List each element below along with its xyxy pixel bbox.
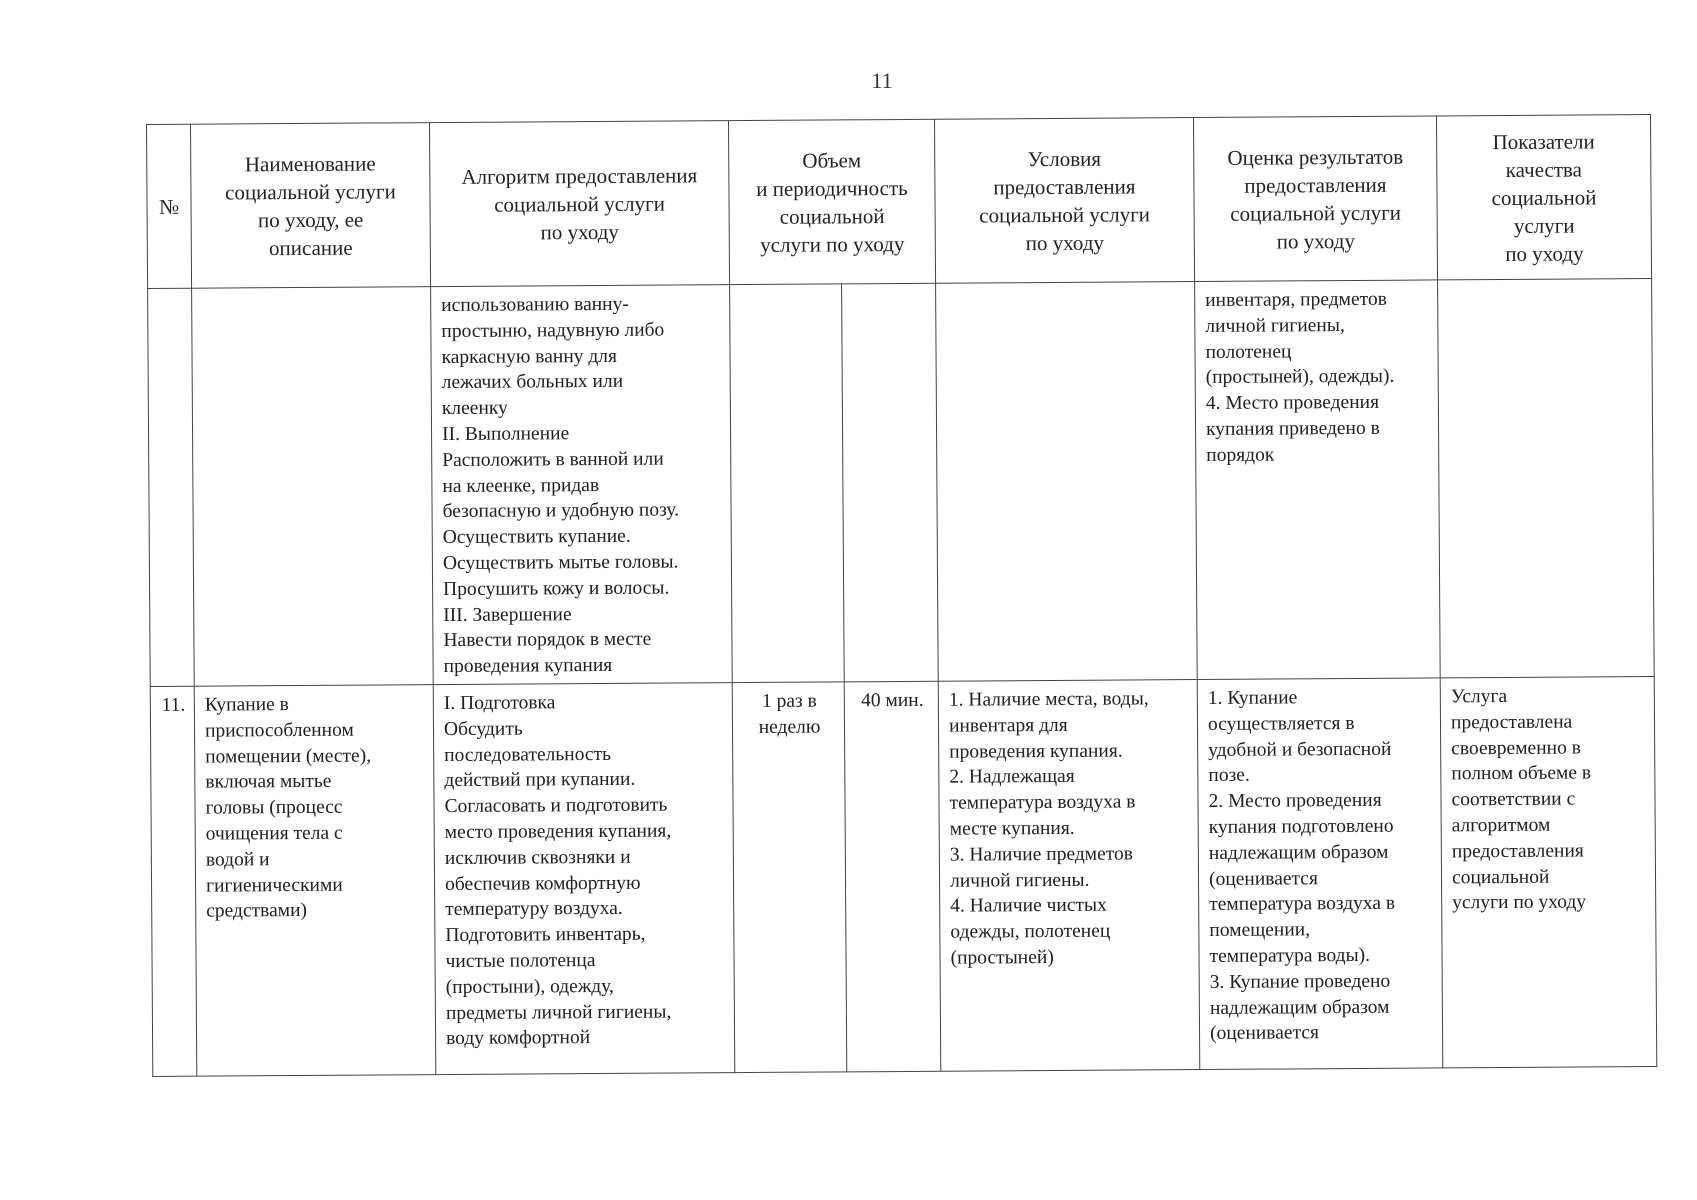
cell-frequency: 1 раз в неделю xyxy=(732,682,847,1073)
header-conditions: Условия предоставления социальной услуги по уходу xyxy=(935,118,1195,284)
header-service-name: Наименование социальной услуги по уходу, ее описание xyxy=(191,123,431,289)
cell-duration: 40 мин. xyxy=(844,681,941,1072)
cell-service-name: Купание в приспособленном помещении (месте), включая мытье головы (процесс очищения тела с водой и гигиеническими средствами) xyxy=(194,685,436,1077)
table-row-continued xyxy=(148,279,1655,687)
social-care-services-table xyxy=(146,114,1657,1077)
header-volume-frequency: Объем и периодичность социальной услуги по уходу xyxy=(728,119,935,284)
header-evaluation: Оценка результатов предоставления социальной услуги по уходу xyxy=(1193,116,1437,282)
header-quality: Показатели качества социальной услуги по уходу xyxy=(1436,115,1651,280)
cell-evaluation: 1. Купание осуществляется в удобной и безопасной позе. 2. Место проведения купания подготовлено надлежащим образом (оценивается температура воздуха в помещении, температура воды). 3. Купание проведено надлежащим образом (оценивается xyxy=(1197,678,1443,1070)
cell-quality: Услуга предоставлена своевременно в полном объеме в соответствии с алгоритмом предоставления социальной услуги по уходу xyxy=(1440,676,1657,1067)
cell-algorithm-continued: использованию ванну- простыню, надувную либо каркасную ванну для лежачих больных или клеенку II. Выполнение Расположить в ванной или на клеенке, придав безопасную и удобную позу. Осуществить купание. Осуществить мытье головы. Просушить кожу и волосы. III. Завершение Навести порядок в месте проведения купания xyxy=(431,285,733,685)
table-header-row xyxy=(147,115,1652,289)
cell-quality-empty xyxy=(1438,279,1655,678)
cell-evaluation-continued: инвентаря, предметов личной гигиены, полотенец (простыней), одежды). 4. Место проведения купания приведено в порядок xyxy=(1195,280,1441,680)
table-row-11 xyxy=(150,676,1657,1076)
cell-frequency-empty xyxy=(730,284,845,683)
cell-duration-empty xyxy=(842,283,939,682)
page-number: 11 xyxy=(871,68,893,93)
cell-conditions-empty xyxy=(936,282,1198,682)
cell-name-empty xyxy=(192,287,434,687)
cell-algorithm: I. Подготовка Обсудить последовательность действий при купании. Согласовать и подготовить место проведения купания, исключив сквозняки и обеспечив комфортную температуру воздуха. Подготовить инвентарь, чистые полотенца (простыни), одежду, предметы личной гигиены, воду комфортной xyxy=(433,683,735,1075)
header-algorithm: Алгоритм предоставления социальной услуги по уходу xyxy=(429,121,729,287)
cell-number-empty xyxy=(148,288,195,686)
cell-conditions: 1. Наличие места, воды, инвентаря для проведения купания. 2. Надлежащая температура воздуха в месте купания. 3. Наличие предметов личной гигиены. 4. Наличие чистых одежды, полотенец (простыней) xyxy=(938,679,1200,1071)
cell-number: 11. xyxy=(150,686,197,1076)
header-number: № xyxy=(147,124,192,288)
